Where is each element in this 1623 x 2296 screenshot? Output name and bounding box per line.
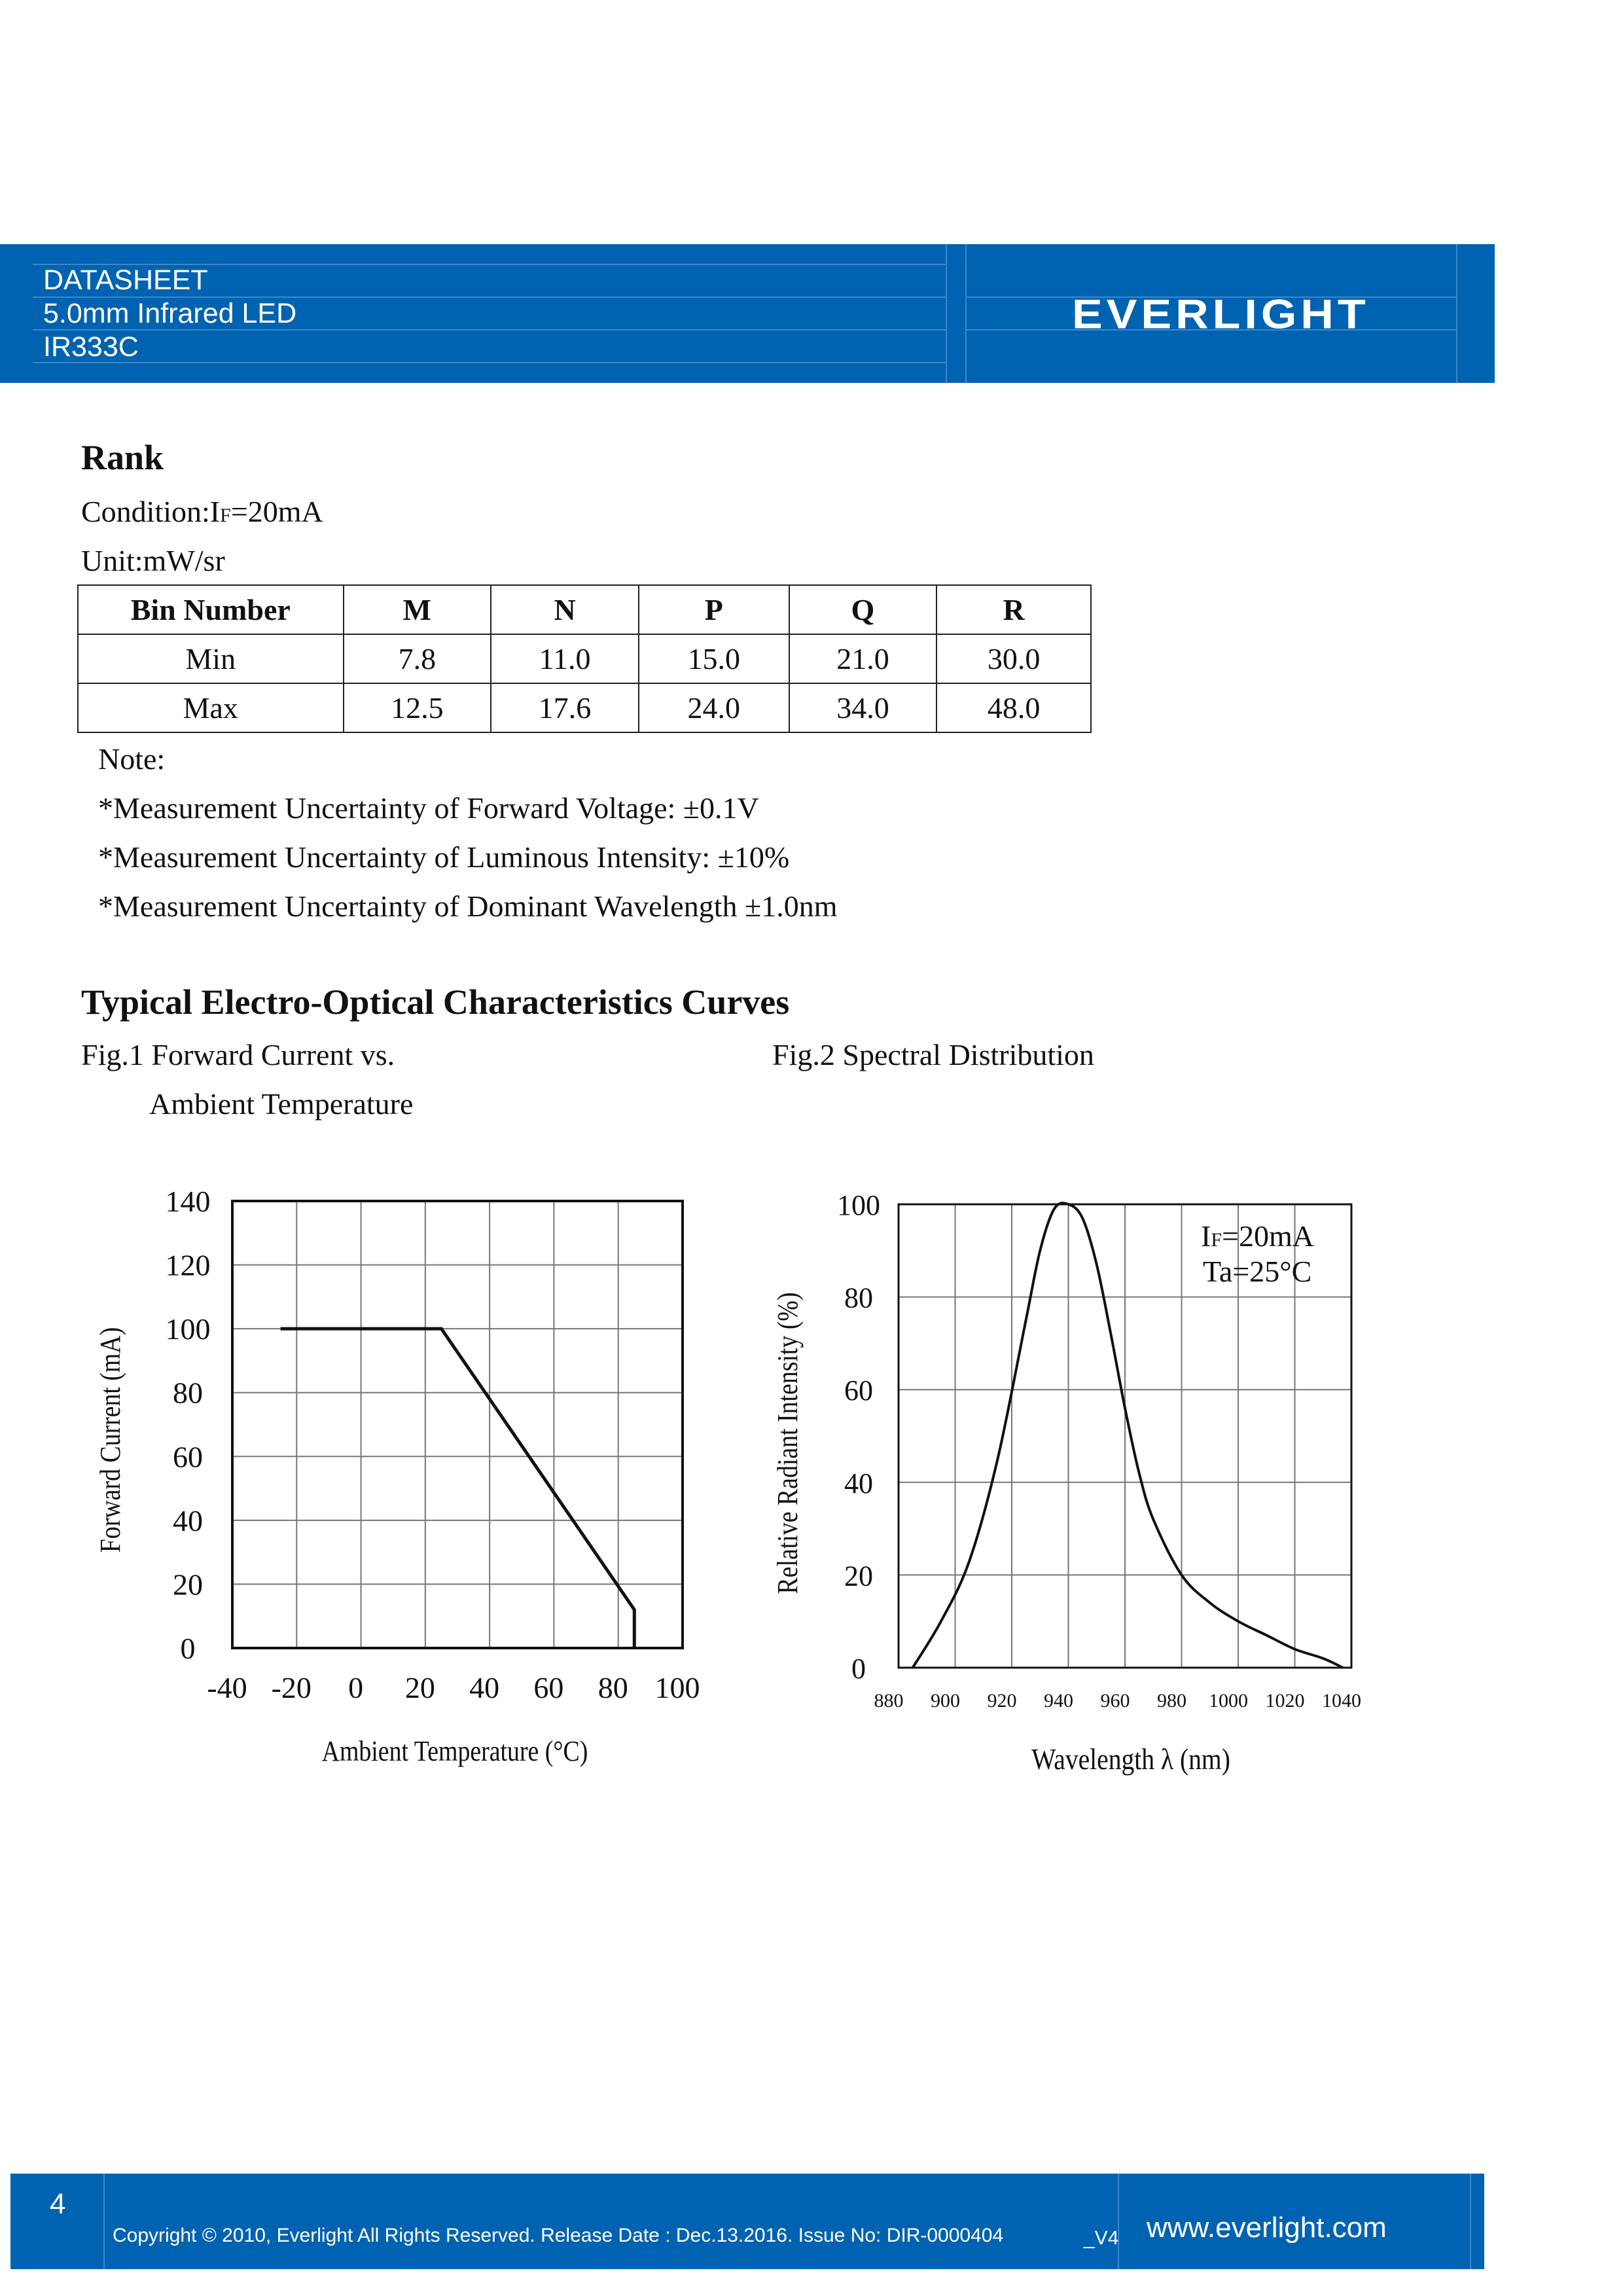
table-cell: 11.0 (491, 634, 639, 683)
table-cell: 30.0 (936, 634, 1091, 683)
table-cell: 17.6 (491, 683, 639, 732)
website-link[interactable]: www.everlight.com (1147, 2212, 1387, 2244)
y-axis-label: Relative Radiant Intensity (%) (771, 1292, 804, 1594)
table-cell: 34.0 (789, 683, 937, 732)
version: _V4 (1084, 2227, 1119, 2249)
x-tick-label: 0 (348, 1671, 364, 1704)
table-cell: 12.5 (344, 683, 491, 732)
note-item: *Measurement Uncertainty of Forward Voltage: ±0.1V (98, 791, 759, 825)
header-doc-type: DATASHEET (43, 264, 208, 296)
x-tick-label: 920 (987, 1690, 1017, 1712)
table-header-cell: P (639, 585, 789, 634)
everlight-logo: EVERLIGHT (1072, 291, 1370, 338)
rank-condition: Condition:IF=20mA (81, 495, 323, 528)
y-tick-label: 60 (844, 1374, 873, 1407)
note-item: *Measurement Uncertainty of Luminous Intensity: ±10% (98, 840, 790, 874)
curves-title: Typical Electro-Optical Characteristics Curves (81, 982, 790, 1022)
header-part-number: IR333C (43, 331, 139, 363)
x-tick-label: 960 (1100, 1690, 1130, 1712)
x-tick-label: 1040 (1322, 1690, 1361, 1712)
y-tick-label: 20 (173, 1568, 203, 1602)
copyright: Copyright © 2010, Everlight All Rights Reserved. Release Date : Dec.13.2016. Issue No: DIR-0000404 (113, 2225, 1004, 2246)
x-axis-label: Wavelength λ (nm) (1031, 1743, 1230, 1776)
table-header-cell: Q (789, 585, 937, 634)
x-tick-label: -20 (271, 1671, 312, 1704)
table-cell: Max (78, 683, 344, 732)
x-tick-label: 900 (931, 1690, 960, 1712)
x-tick-label: 980 (1157, 1690, 1186, 1712)
fig1-subtitle: Ambient Temperature (149, 1087, 414, 1121)
page-number: 4 (50, 2188, 66, 2220)
x-tick-label: 1000 (1209, 1690, 1248, 1712)
y-tick-label: 0 (180, 1632, 196, 1665)
table-header-cell: N (491, 585, 639, 634)
rank-title: Rank (81, 438, 164, 477)
table-header-cell: M (344, 585, 491, 634)
rank-unit: Unit:mW/sr (81, 544, 225, 577)
x-tick-label: 880 (874, 1690, 904, 1712)
table-cell: 21.0 (789, 634, 937, 683)
x-tick-label: 40 (469, 1671, 500, 1704)
y-tick-label: 60 (173, 1440, 203, 1474)
y-axis-label: Forward Current (mA) (94, 1327, 126, 1553)
y-tick-label: 100 (837, 1189, 880, 1221)
fig2-title: Fig.2 Spectral Distribution (772, 1038, 1094, 1071)
x-tick-label: 60 (533, 1671, 564, 1704)
x-tick-label: 940 (1044, 1690, 1073, 1712)
table-header-cell: R (936, 585, 1091, 634)
y-tick-label: 40 (844, 1467, 873, 1499)
header-product: 5.0mm Infrared LED (43, 298, 297, 329)
x-tick-label: 100 (654, 1671, 700, 1704)
series-line (281, 1329, 635, 1648)
y-tick-label: 0 (851, 1653, 866, 1685)
note-item: *Measurement Uncertainty of Dominant Wavelength ±1.0nm (98, 889, 838, 923)
table-header-cell: Bin Number (78, 585, 344, 634)
y-tick-label: 40 (173, 1503, 203, 1537)
chart-annotation: Ta=25°C (1203, 1255, 1312, 1288)
x-tick-label: 80 (597, 1671, 628, 1704)
table-cell: 24.0 (639, 683, 789, 732)
y-tick-label: 120 (165, 1248, 211, 1282)
y-tick-label: 100 (165, 1312, 211, 1346)
y-tick-label: 80 (844, 1282, 873, 1314)
chart-annotation: IF=20mA (1201, 1219, 1314, 1253)
x-tick-label: -40 (207, 1671, 247, 1704)
y-tick-label: 140 (165, 1185, 211, 1218)
note-label: Note: (98, 742, 166, 776)
x-tick-label: 1020 (1265, 1690, 1305, 1712)
page-footer (10, 2174, 1484, 2269)
table-cell: 15.0 (639, 634, 789, 683)
table-cell: 7.8 (344, 634, 491, 683)
x-tick-label: 20 (404, 1671, 435, 1704)
x-axis-label: Ambient Temperature (°C) (321, 1734, 588, 1767)
y-tick-label: 20 (844, 1560, 873, 1592)
table-cell: Min (78, 634, 344, 683)
table-cell: 48.0 (936, 683, 1091, 732)
fig1-title: Fig.1 Forward Current vs. (81, 1038, 395, 1071)
y-tick-label: 80 (173, 1376, 203, 1410)
